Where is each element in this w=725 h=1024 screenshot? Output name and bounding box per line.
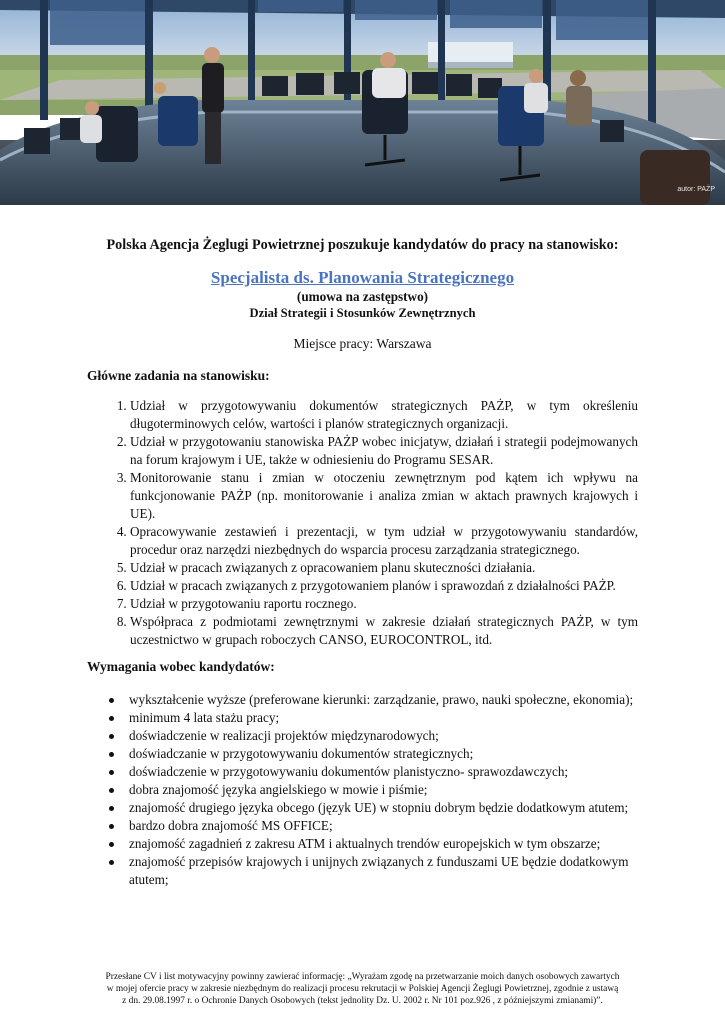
work-location: Miejsce pracy: Warszawa (293, 336, 432, 351)
task-item: 1. Udział w przygotowywaniu dokumentów strategicznych PAŻP, w tym określeniu długoterminowych celów, wartości i planów strategicznych organizacji. (130, 397, 638, 433)
requirement-item: doświadczenie w realizacji projektów międzynarodowych; (129, 727, 647, 745)
requirement-item: doświadczenie w przygotowywaniu dokumentów planistyczno- sprawozdawczych; (129, 763, 647, 781)
tasks-list (87, 397, 638, 649)
gdpr-consent-note (40, 971, 685, 1007)
tasks-heading: Główne zadania na stanowisku: (87, 368, 270, 383)
requirement-item: dobra znajomość języka angielskiego w mowie i piśmie; (129, 781, 647, 799)
footer-line: Przesłane CV i list motywacyjny powinny zawierać informację: „Wyrażam zgodę na przetwarzanie moich danych osobowych zawartych (105, 972, 620, 982)
intro-text: Polska Agencja Żeglugi Powietrznej poszukuje kandydatów do pracy na stanowisko: (106, 237, 619, 253)
department-name: Dział Strategii i Stosunków Zewnętrznych (249, 306, 476, 320)
task-item: 2. Udział w przygotowaniu stanowiska PAŻP wobec inicjatyw, działań i strategii podejmowanych na forum krajowym i UE, także w odniesieniu do Programu SESAR. (130, 433, 638, 469)
task-item: 8. Współpraca z podmiotami zewnętrznymi w zakresie działań strategicznych PAŻP, w tym uczestnictwo w grupach roboczych CANSO, EUROCONTROL, itd. (130, 613, 638, 649)
requirement-item: minimum 4 lata stażu pracy; (129, 709, 647, 727)
footer-line: z dn. 29.08.1997 r. o Ochronie Danych Osobowych (tekst jednolity Dz. U. 2002 r. Nr 101 poz.926 , z późniejszymi zmianami)”. (122, 996, 603, 1006)
control-tower-illustration (0, 0, 725, 205)
contract-type: (umowa na zastępstwo) (296, 289, 429, 304)
footer-line: w mojej ofercie pracy w zakresie niezbędnym do realizacji procesu rekrutacji w Polskiej Agencji Żeglugi Powietrznej, zgodnie z ustawą (106, 984, 619, 994)
task-item: 6. Udział w pracach związanych z przygotowaniem planów i sprawozdań z działalności PAŻP. (130, 577, 638, 595)
requirement-item: doświadczanie w przygotowywaniu dokumentów strategicznych; (129, 745, 647, 763)
task-item: 3. Monitorowanie stanu i zmian w otoczeniu zewnętrznym pod kątem ich wpływu na funkcjonowanie PAŻP (np. monitorowanie i analiza zmian w aktach prawnych krajowych i UE). (130, 469, 638, 523)
requirement-item: bardzo dobra znajomość MS OFFICE; (129, 817, 647, 835)
task-item: 5. Udział w pracach związanych z opracowaniem planu skuteczności działania. (130, 559, 638, 577)
photo-credit: autor: PAŻP (677, 186, 715, 193)
position-title: Specjalista ds. Planowania Strategicznego (210, 268, 515, 287)
header-photo (0, 0, 725, 205)
requirements-heading: Wymagania wobec kandydatów: (87, 659, 275, 674)
task-item: 7. Udział w przygotowaniu raportu rocznego. (130, 595, 638, 613)
requirement-item: znajomość zagadnień z zakresu ATM i aktualnych trendów europejskich w tym obszarze; (129, 835, 647, 853)
requirement-item: znajomość drugiego języka obcego (język UE) w stopniu dobrym będzie dodatkowym atutem; (129, 799, 647, 817)
requirement-item: wykształcenie wyższe (preferowane kierunki: zarządzanie, prawo, nauki społeczne, ekonomia); (129, 691, 647, 709)
requirement-item: znajomość przepisów krajowych i unijnych związanych z funduszami UE będzie dodatkowym atutem; (129, 853, 647, 889)
task-item: 4. Opracowywanie zestawień i prezentacji, w tym udział w przygotowywaniu standardów, procedur oraz narzędzi niezbędnych do wsparcia procesu zarządzania strategicznego. (130, 523, 638, 559)
requirements-list (87, 691, 647, 889)
